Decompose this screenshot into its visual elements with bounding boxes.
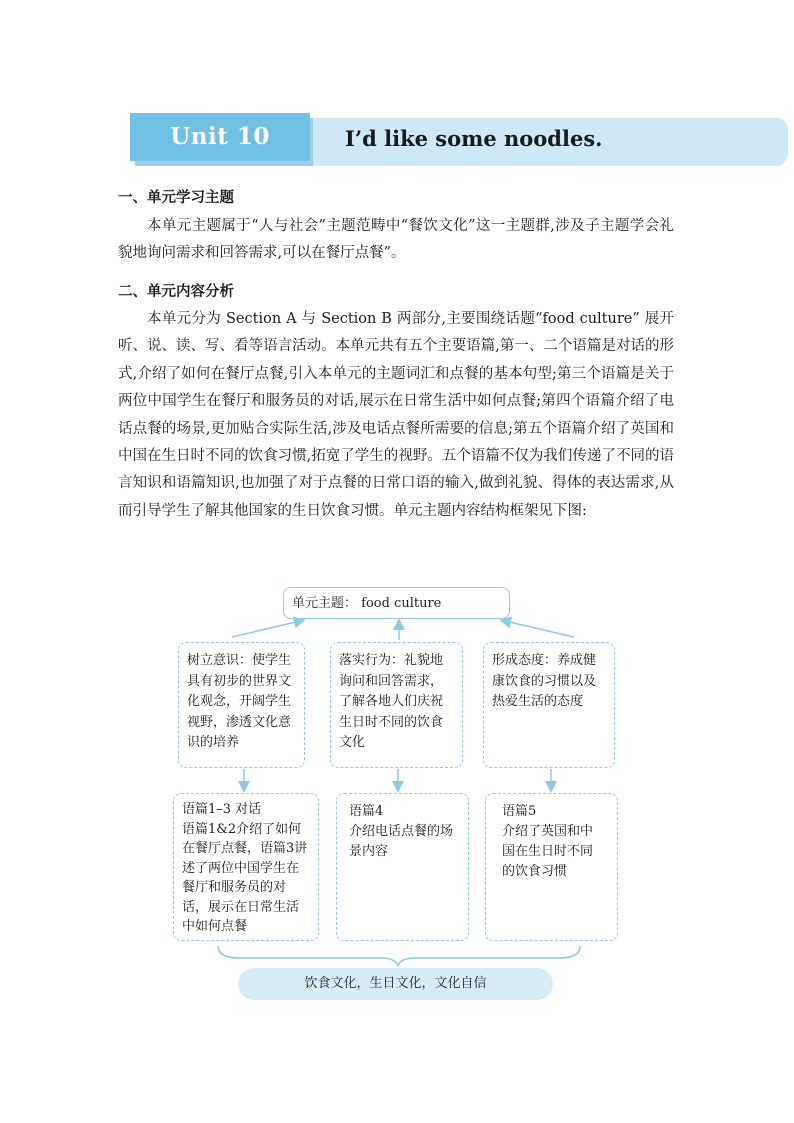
goal-box-awareness: 树立意识：使学生具有初步的世界文化观念，开阔学生视野，渗透文化意识的培养 xyxy=(178,642,305,768)
text-box-4 xyxy=(336,793,469,941)
text-box-1-3-title: 语篇1–3 对话 xyxy=(182,802,262,817)
section-2-body: 本单元分为 Section A 与 Section B 两部分,主要围绕话题“food culture” 展开听、说、读、写、看等语言活动。本单元共有五个主要语篇,第一、二个语篇是对话的形式,介绍了如何在餐厅点餐,引入本单元的主题词汇和点餐的基本句型;第三个语篇是关于两位中国学生在餐厅和服务员的对话,展示在日常生活中如何点餐;第四个语篇介绍了电话点餐的场景,更加贴合实际生活,涉及电话点餐所需要的信息;第五个语篇介绍了英国和中国在生日时不同的饮食习惯,拓宽了学生的视野。五个语篇不仅为我们传递了不同的语言知识和语篇知识,也加强了对于点餐的日常口语的输入,做到礼貌、得体的表达需求,从而引导学生了解其他国家的生日饮食习惯。单元主题内容结构框架见下图: xyxy=(118,311,674,519)
goal-box-attitude: 形成态度：养成健康饮食的习惯以及热爱生活的态度 xyxy=(483,642,615,768)
section-1-heading: 一、单元学习主题 xyxy=(118,189,234,206)
text-box-5 xyxy=(485,793,618,941)
text-box-4-desc: 介绍电话点餐的场景内容 xyxy=(349,824,454,859)
unit-theme-box: 单元主题： food culture xyxy=(283,587,510,619)
section-1-body: 本单元主题属于“人与社会”主题范畴中“餐饮文化”这一主题群,涉及子主题学会礼貌地询问需求和回答需求,可以在餐厅点餐”。 xyxy=(118,218,674,262)
unit-number: Unit 10 xyxy=(170,123,270,150)
unit-title: I’d like some noodles. xyxy=(345,126,603,151)
goal-box-behavior: 落实行为：礼貌地询问和回答需求，了解各地人们庆祝生日时不同的饮食文化 xyxy=(330,642,463,768)
text-box-1-3 xyxy=(173,793,319,941)
text-box-5-desc: 介绍了英国和中国在生日时不同的饮食习惯 xyxy=(502,824,594,879)
section-2-heading: 二、单元内容分析 xyxy=(118,283,234,300)
text-box-4-title: 语篇4 xyxy=(349,804,384,819)
text-box-1-3-desc: 语篇1&2介绍了如何在餐厅点餐，语篇3讲述了两位中国学生在餐厅和服务员的对话，展示在日常生活中如何点餐 xyxy=(182,821,308,934)
summary-pill: 饮食文化，生日文化，文化自信 xyxy=(238,968,553,1000)
text-box-5-title: 语篇5 xyxy=(502,804,537,819)
